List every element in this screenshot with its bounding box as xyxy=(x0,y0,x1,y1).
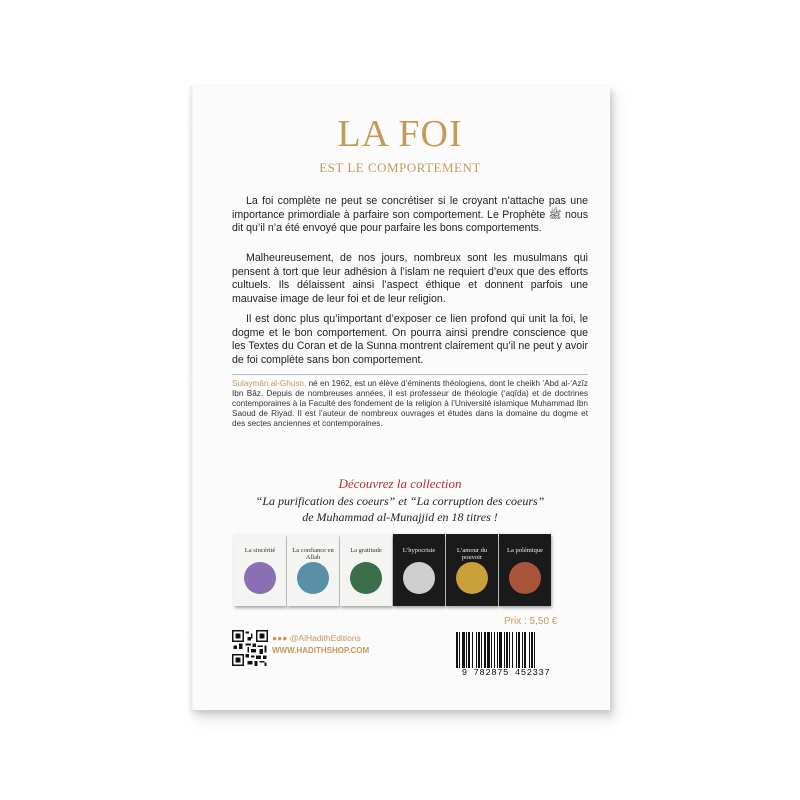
author-bio-text: né en 1962, est un élève d’éminents théologiens, dont le cheikh ‘Abd al-‘Azîz Ibn Bâz. Depuis de nombreuses années, il est professeur de théologie (‘aqîda) et de doctrines contemporaines à la Faculté des fondement de la religion à l’Université islamique Muhammad Ibn Saoud de Riyad. Il est l’auteur de nombreux ouvrages et études dans la domaine du dogme et des sectes anciennes et contemporaines. xyxy=(232,379,588,428)
collection-book-title: La gratitude xyxy=(350,547,382,554)
collection-book-illustration xyxy=(403,562,435,594)
summary-paragraph-3: Il est donc plus qu’important d’exposer ce lien profond qui unit la foi, le dogme et le bon comportement. On pourra ainsi prendre conscience que les Textes du Coran et de la Sunna montrent clairement qu’il ne peut y avoir de foi complète sans bon comportement. xyxy=(232,313,588,366)
collection-line-1: “La purification des coeurs” et “La corruption des coeurs” xyxy=(255,494,545,508)
qr-code-icon xyxy=(232,630,268,666)
collection-book-illustration xyxy=(297,562,329,594)
social-icons: ●●● xyxy=(272,633,288,643)
collection-book-illustration xyxy=(509,562,541,594)
collection-book-illustration xyxy=(350,562,382,594)
social-handle-text: @AlHadithEditions xyxy=(289,633,361,643)
collection-book-title: La polémique xyxy=(507,547,543,554)
author-bio xyxy=(232,379,588,429)
collection-line-2: de Muhammad al-Munajjid en 18 titres ! xyxy=(302,510,498,524)
collection-book-title: La confiance en Allah xyxy=(292,547,334,561)
price-label: Prix : 5,50 € xyxy=(504,616,558,627)
book-spine-edge xyxy=(190,86,194,710)
isbn-number: 9 782875 452337 xyxy=(461,668,551,678)
collection-book-illustration xyxy=(456,562,488,594)
summary-paragraph-2: Malheureusement, de nos jours, nombreux sont les musulmans qui pensent à tort que leur adhésion à l’islam ne requiert d’eux que des efforts cultuels. Ils délaissent ainsi l’aspect éthique et donnent parfois une mauvaise image de leur foi et de leur religion. xyxy=(232,252,588,305)
collection-book xyxy=(446,534,498,606)
book-title: LA FOI xyxy=(337,113,463,155)
collection-book xyxy=(340,534,392,606)
author-name: Sulaymân al-Ghusn, xyxy=(232,379,307,388)
collection-book-title: L’amour du pouvoir xyxy=(456,547,488,561)
website-link[interactable]: WWW.HADITHSHOP.COM xyxy=(272,646,370,655)
collection-heading: Découvrez la collection xyxy=(338,476,462,491)
collection-book-title: La sincérité xyxy=(244,547,276,554)
collection-book xyxy=(393,534,445,606)
section-divider xyxy=(232,374,588,375)
collection-book-illustration xyxy=(244,562,276,594)
collection-book xyxy=(234,534,286,606)
collection-book xyxy=(499,534,551,606)
barcode-icon xyxy=(454,632,558,668)
social-handle[interactable] xyxy=(272,633,361,643)
book-subtitle: EST LE COMPORTEMENT xyxy=(319,160,481,175)
collection-book xyxy=(287,534,339,606)
summary-paragraph-1: La foi complète ne peut se concrétiser si le croyant n’attache pas une importance primordiale à parfaire son comportement. Le Prophète ﷺ nous dit qu’il n’a été envoyé que pour parfaire les bons comportements. xyxy=(232,195,588,235)
collection-book-title: L’hypocrisie xyxy=(402,547,436,554)
